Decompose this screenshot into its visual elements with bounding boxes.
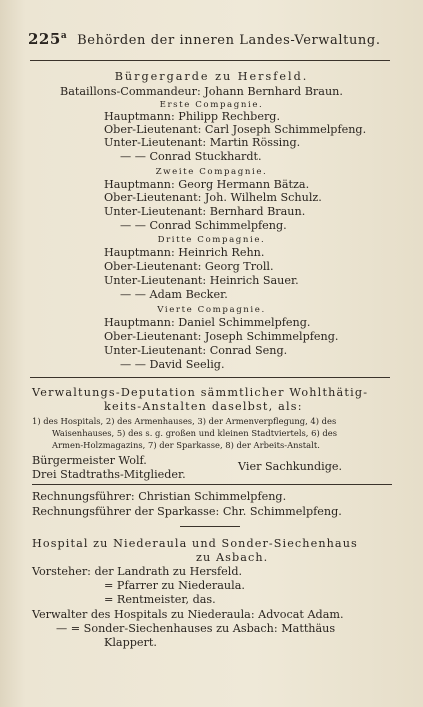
- company2-row: — — Conrad Schimmelpfeng.: [120, 219, 287, 232]
- section-title-deputation-cont: keits-Anstalten daselbst, als:: [104, 400, 303, 413]
- company3-row: Unter-Lieutenant: Heinrich Sauer.: [104, 274, 299, 287]
- section-title-deputation: Verwaltungs-Deputation sämmtlicher Wohlthätig-: [32, 386, 369, 399]
- institution-list: Armen-Holzmagazins, 7) der Sparkasse, 8) der Arbeits-Anstalt.: [52, 440, 320, 450]
- infirmary-administrator: — = Sonder-Siechenhauses zu Asbach: Matthäus: [56, 622, 336, 635]
- section-rule: [30, 377, 390, 378]
- company4-row: Unter-Lieutenant: Conrad Seng.: [104, 344, 288, 357]
- company4-row: — — David Seelig.: [120, 358, 225, 371]
- company-heading-1: Erste Compagnie.: [159, 100, 264, 110]
- institution-list: 1) des Hospitals, 2) des Armenhauses, 3) der Armenverpflegung, 4) des: [32, 416, 337, 426]
- savings-accountant: Rechnungsführer der Sparkasse: Chr. Schimmelpfeng.: [32, 505, 342, 518]
- company1-row: Ober-Lieutenant: Carl Joseph Schimmelpfeng.: [104, 123, 367, 136]
- running-title: Behörden der inneren Landes-Verwaltung.: [77, 33, 381, 48]
- battalion-commander: Bataillons-Commandeur: Johann Bernhard Braun.: [60, 85, 343, 98]
- hospital-administrator: Verwalter des Hospitals zu Niederaula: Advocat Adam.: [32, 608, 344, 621]
- company1-row: — — Conrad Stuckhardt.: [120, 150, 262, 163]
- council-members: Drei Stadtraths-Mitglieder.: [32, 468, 186, 481]
- page-number: 225$^a$: [28, 30, 68, 48]
- company1-row: Unter-Lieutenant: Martin Rössing.: [104, 136, 301, 149]
- header-rule: [30, 60, 390, 61]
- board-chair: Vorsteher: der Landrath zu Hersfeld.: [32, 565, 243, 578]
- experts: Vier Sachkundige.: [238, 460, 343, 473]
- infirmary-administrator-cont: Klappert.: [104, 636, 157, 649]
- mayor: Bürgermeister Wolf.: [32, 454, 147, 467]
- company-heading-2: Zweite Compagnie.: [155, 167, 268, 177]
- short-divider: [180, 526, 240, 527]
- divider: [32, 484, 392, 485]
- company-heading-4: Vierte Compagnie.: [157, 305, 266, 315]
- institution-list: Waisenhauses, 5) des s. g. großen und kleinen Stadtviertels, 6) des: [52, 428, 338, 438]
- company3-row: Ober-Lieutenant: Georg Troll.: [104, 260, 274, 273]
- company4-row: Ober-Lieutenant: Joseph Schimmelpfeng.: [104, 330, 339, 343]
- company3-row: — — Adam Becker.: [120, 288, 228, 301]
- page-header: [28, 30, 388, 48]
- company1-row: Hauptmann: Philipp Rechberg.: [104, 110, 281, 123]
- company4-row: Hauptmann: Daniel Schimmelpfeng.: [104, 316, 311, 329]
- section-title-hospital-cont: zu Asbach.: [196, 551, 269, 564]
- company2-row: Hauptmann: Georg Hermann Bätza.: [104, 178, 310, 191]
- company2-row: Ober-Lieutenant: Joh. Wilhelm Schulz.: [104, 191, 322, 204]
- board-member: = Rentmeister, das.: [104, 593, 216, 606]
- board-member: = Pfarrer zu Niederaula.: [104, 579, 245, 592]
- company2-row: Unter-Lieutenant: Bernhard Braun.: [104, 205, 306, 218]
- accountant: Rechnungsführer: Christian Schimmelpfeng.: [32, 490, 287, 503]
- section-title-buergergarde: Bürgergarde zu Hersfeld.: [114, 70, 309, 83]
- company-heading-3: Dritte Compagnie.: [157, 235, 266, 245]
- section-title-hospital: Hospital zu Niederaula und Sonder-Siechenhaus: [32, 537, 358, 550]
- company3-row: Hauptmann: Heinrich Rehn.: [104, 246, 265, 259]
